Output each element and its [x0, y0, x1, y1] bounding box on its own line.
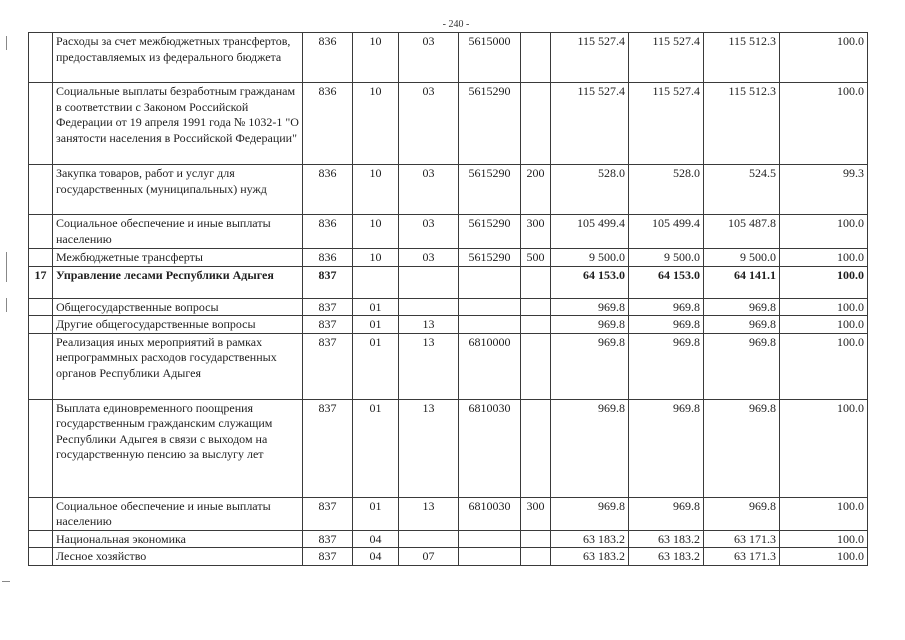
table-row — [29, 266, 868, 298]
expense-type-cell — [521, 548, 551, 566]
budget-schedule-amount-cell: 115 527.4 — [629, 83, 704, 165]
execution-percent-cell: 100.0 — [780, 33, 868, 83]
executed-amount-cell: 969.8 — [704, 333, 780, 399]
target-article-cell: 6810030 — [459, 399, 521, 497]
section-code-cell: 01 — [353, 399, 399, 497]
expense-type-cell: 500 — [521, 249, 551, 267]
subsection-code-cell — [399, 266, 459, 298]
table-row — [29, 548, 868, 566]
table-row — [29, 33, 868, 83]
expense-type-cell — [521, 266, 551, 298]
department-code-cell: 837 — [303, 316, 353, 334]
section-code-cell: 10 — [353, 33, 399, 83]
row-name-cell: Социальное обеспечение и иные выплаты населению — [53, 215, 303, 249]
table-row — [29, 530, 868, 548]
approved-amount-cell: 115 527.4 — [551, 33, 629, 83]
row-name-cell: Социальные выплаты безработным гражданам в соответствии с Законом Российской Федерации от 19 апреля 1991 года № 1032-1 "О занятости населения в Российской Федерации" — [53, 83, 303, 165]
target-article-cell — [459, 530, 521, 548]
subsection-code-cell: 03 — [399, 83, 459, 165]
row-name-cell: Расходы за счет межбюджетных трансфертов, предоставляемых из федерального бюджета — [53, 33, 303, 83]
budget-schedule-amount-cell: 63 183.2 — [629, 530, 704, 548]
table-row — [29, 165, 868, 215]
subsection-code-cell: 13 — [399, 497, 459, 530]
execution-percent-cell: 100.0 — [780, 316, 868, 334]
section-code-cell — [353, 266, 399, 298]
row-number-cell — [29, 333, 53, 399]
subsection-code-cell: 03 — [399, 215, 459, 249]
section-code-cell: 04 — [353, 548, 399, 566]
subsection-code-cell: 03 — [399, 33, 459, 83]
table-row — [29, 249, 868, 267]
executed-amount-cell: 969.8 — [704, 497, 780, 530]
department-code-cell: 837 — [303, 399, 353, 497]
approved-amount-cell: 969.8 — [551, 399, 629, 497]
target-article-cell: 5615290 — [459, 249, 521, 267]
section-code-cell: 10 — [353, 83, 399, 165]
subsection-code-cell: 03 — [399, 249, 459, 267]
budget-schedule-amount-cell: 969.8 — [629, 399, 704, 497]
execution-percent-cell: 99.3 — [780, 165, 868, 215]
section-code-cell: 10 — [353, 165, 399, 215]
executed-amount-cell: 105 487.8 — [704, 215, 780, 249]
expense-type-cell: 300 — [521, 215, 551, 249]
executed-amount-cell: 63 171.3 — [704, 530, 780, 548]
target-article-cell: 5615000 — [459, 33, 521, 83]
scan-margin-mark — [6, 36, 7, 50]
department-code-cell: 836 — [303, 215, 353, 249]
budget-table — [28, 32, 868, 566]
target-article-cell — [459, 266, 521, 298]
approved-amount-cell: 528.0 — [551, 165, 629, 215]
executed-amount-cell: 115 512.3 — [704, 33, 780, 83]
execution-percent-cell: 100.0 — [780, 497, 868, 530]
row-name-cell: Другие общегосударственные вопросы — [53, 316, 303, 334]
table-row — [29, 83, 868, 165]
section-code-cell: 01 — [353, 316, 399, 334]
row-number-cell: 17 — [29, 266, 53, 298]
subsection-code-cell: 13 — [399, 399, 459, 497]
subsection-code-cell — [399, 298, 459, 316]
execution-percent-cell: 100.0 — [780, 215, 868, 249]
executed-amount-cell: 115 512.3 — [704, 83, 780, 165]
scan-margin-mark — [6, 298, 7, 312]
row-number-cell — [29, 316, 53, 334]
subsection-code-cell: 13 — [399, 333, 459, 399]
budget-schedule-amount-cell: 969.8 — [629, 316, 704, 334]
row-name-cell: Управление лесами Республики Адыгея — [53, 266, 303, 298]
execution-percent-cell: 100.0 — [780, 298, 868, 316]
scan-margin-mark — [6, 252, 7, 282]
row-number-cell — [29, 298, 53, 316]
budget-schedule-amount-cell: 969.8 — [629, 497, 704, 530]
expense-type-cell — [521, 298, 551, 316]
table-row — [29, 399, 868, 497]
approved-amount-cell: 64 153.0 — [551, 266, 629, 298]
approved-amount-cell: 9 500.0 — [551, 249, 629, 267]
budget-schedule-amount-cell: 528.0 — [629, 165, 704, 215]
expense-type-cell — [521, 399, 551, 497]
budget-schedule-amount-cell: 64 153.0 — [629, 266, 704, 298]
subsection-code-cell: 07 — [399, 548, 459, 566]
approved-amount-cell: 969.8 — [551, 497, 629, 530]
table-row — [29, 333, 868, 399]
expense-type-cell — [521, 83, 551, 165]
budget-schedule-amount-cell: 115 527.4 — [629, 33, 704, 83]
target-article-cell: 5615290 — [459, 165, 521, 215]
row-number-cell — [29, 215, 53, 249]
table-row — [29, 298, 868, 316]
budget-schedule-amount-cell: 969.8 — [629, 298, 704, 316]
row-number-cell — [29, 548, 53, 566]
execution-percent-cell: 100.0 — [780, 548, 868, 566]
row-number-cell — [29, 530, 53, 548]
expense-type-cell — [521, 530, 551, 548]
execution-percent-cell: 100.0 — [780, 399, 868, 497]
department-code-cell: 836 — [303, 165, 353, 215]
row-name-cell: Реализация иных мероприятий в рамках непрограммных расходов государственных органов Республики Адыгея — [53, 333, 303, 399]
row-number-cell — [29, 249, 53, 267]
execution-percent-cell: 100.0 — [780, 333, 868, 399]
executed-amount-cell: 969.8 — [704, 298, 780, 316]
department-code-cell: 836 — [303, 33, 353, 83]
approved-amount-cell: 969.8 — [551, 316, 629, 334]
section-code-cell: 01 — [353, 333, 399, 399]
section-code-cell: 01 — [353, 298, 399, 316]
approved-amount-cell: 969.8 — [551, 333, 629, 399]
approved-amount-cell: 105 499.4 — [551, 215, 629, 249]
subsection-code-cell: 03 — [399, 165, 459, 215]
budget-schedule-amount-cell: 969.8 — [629, 333, 704, 399]
scan-margin-mark — [2, 581, 10, 582]
budget-schedule-amount-cell: 9 500.0 — [629, 249, 704, 267]
subsection-code-cell: 13 — [399, 316, 459, 334]
budget-schedule-amount-cell: 105 499.4 — [629, 215, 704, 249]
page-number: - 240 - — [442, 19, 470, 30]
target-article-cell — [459, 548, 521, 566]
section-code-cell: 10 — [353, 215, 399, 249]
row-number-cell — [29, 497, 53, 530]
row-number-cell — [29, 83, 53, 165]
executed-amount-cell: 9 500.0 — [704, 249, 780, 267]
department-code-cell: 836 — [303, 83, 353, 165]
target-article-cell: 5615290 — [459, 83, 521, 165]
executed-amount-cell: 969.8 — [704, 399, 780, 497]
department-code-cell: 837 — [303, 333, 353, 399]
expense-type-cell — [521, 316, 551, 334]
target-article-cell: 6810000 — [459, 333, 521, 399]
budget-schedule-amount-cell: 63 183.2 — [629, 548, 704, 566]
row-name-cell: Национальная экономика — [53, 530, 303, 548]
target-article-cell — [459, 316, 521, 334]
executed-amount-cell: 63 171.3 — [704, 548, 780, 566]
execution-percent-cell: 100.0 — [780, 266, 868, 298]
section-code-cell: 01 — [353, 497, 399, 530]
department-code-cell: 836 — [303, 249, 353, 267]
row-name-cell: Межбюджетные трансферты — [53, 249, 303, 267]
row-number-cell — [29, 33, 53, 83]
section-code-cell: 10 — [353, 249, 399, 267]
budget-table-body — [29, 33, 868, 566]
subsection-code-cell — [399, 530, 459, 548]
table-row — [29, 316, 868, 334]
execution-percent-cell: 100.0 — [780, 83, 868, 165]
approved-amount-cell: 63 183.2 — [551, 548, 629, 566]
target-article-cell — [459, 298, 521, 316]
row-number-cell — [29, 165, 53, 215]
target-article-cell: 5615290 — [459, 215, 521, 249]
row-name-cell: Закупка товаров, работ и услуг для государственных (муниципальных) нужд — [53, 165, 303, 215]
execution-percent-cell: 100.0 — [780, 530, 868, 548]
approved-amount-cell: 63 183.2 — [551, 530, 629, 548]
section-code-cell: 04 — [353, 530, 399, 548]
row-name-cell: Выплата единовременного поощрения государственным гражданским служащим Республики Адыгея в связи с выходом на государственную пенсию за выслугу лет — [53, 399, 303, 497]
department-code-cell: 837 — [303, 548, 353, 566]
row-name-cell: Социальное обеспечение и иные выплаты населению — [53, 497, 303, 530]
department-code-cell: 837 — [303, 497, 353, 530]
expense-type-cell — [521, 333, 551, 399]
department-code-cell: 837 — [303, 266, 353, 298]
row-name-cell: Лесное хозяйство — [53, 548, 303, 566]
expense-type-cell — [521, 33, 551, 83]
expense-type-cell: 300 — [521, 497, 551, 530]
expense-type-cell: 200 — [521, 165, 551, 215]
executed-amount-cell: 64 141.1 — [704, 266, 780, 298]
row-number-cell — [29, 399, 53, 497]
executed-amount-cell: 524.5 — [704, 165, 780, 215]
approved-amount-cell: 115 527.4 — [551, 83, 629, 165]
approved-amount-cell: 969.8 — [551, 298, 629, 316]
executed-amount-cell: 969.8 — [704, 316, 780, 334]
table-row — [29, 497, 868, 530]
department-code-cell: 837 — [303, 530, 353, 548]
table-row — [29, 215, 868, 249]
execution-percent-cell: 100.0 — [780, 249, 868, 267]
department-code-cell: 837 — [303, 298, 353, 316]
row-name-cell: Общегосударственные вопросы — [53, 298, 303, 316]
target-article-cell: 6810030 — [459, 497, 521, 530]
